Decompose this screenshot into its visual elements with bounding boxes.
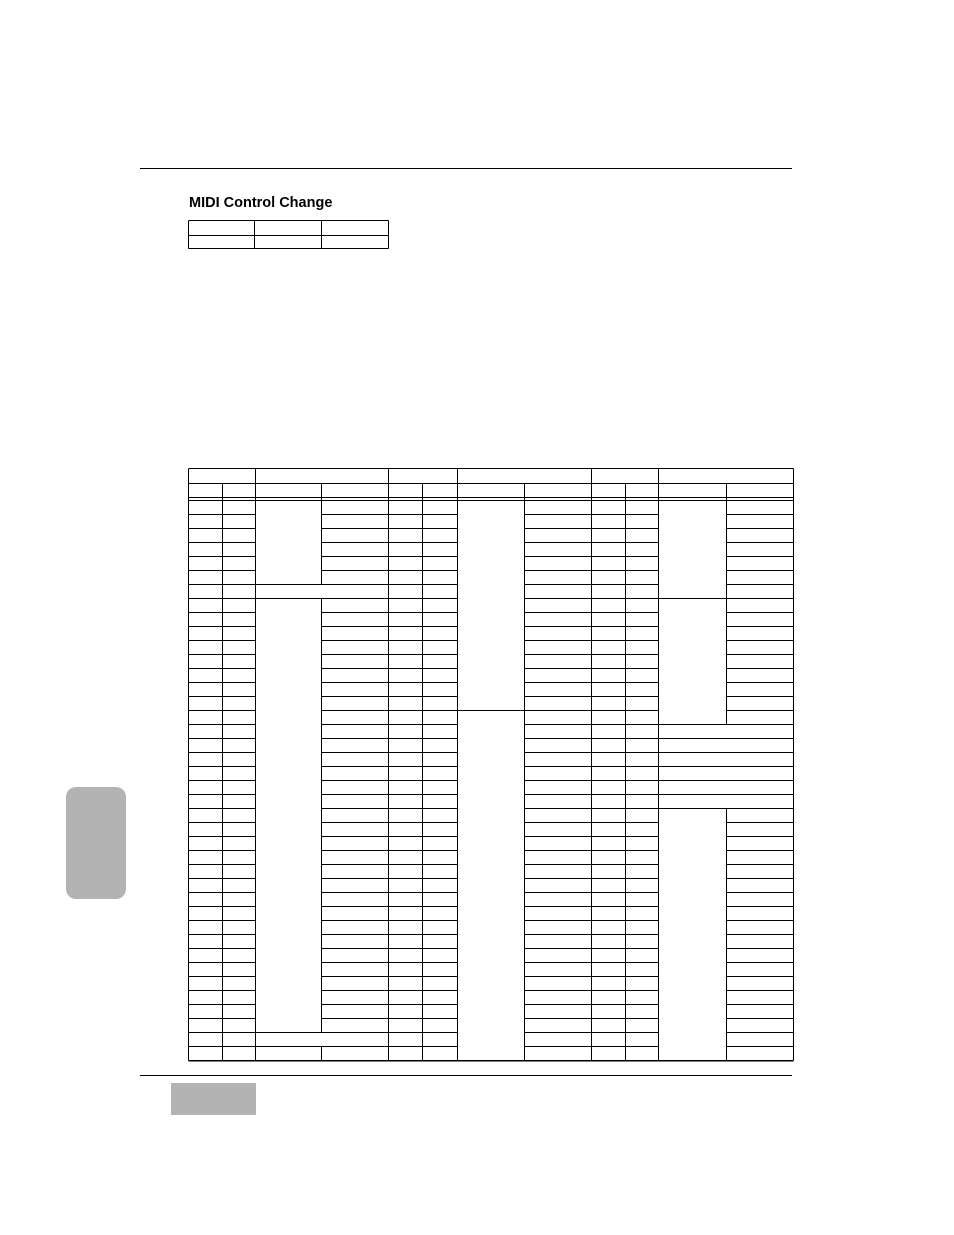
section-title: MIDI Control Change [189, 195, 333, 211]
page-number-box [171, 1083, 256, 1115]
side-tab [66, 787, 126, 899]
bottom-rule [140, 1075, 792, 1076]
